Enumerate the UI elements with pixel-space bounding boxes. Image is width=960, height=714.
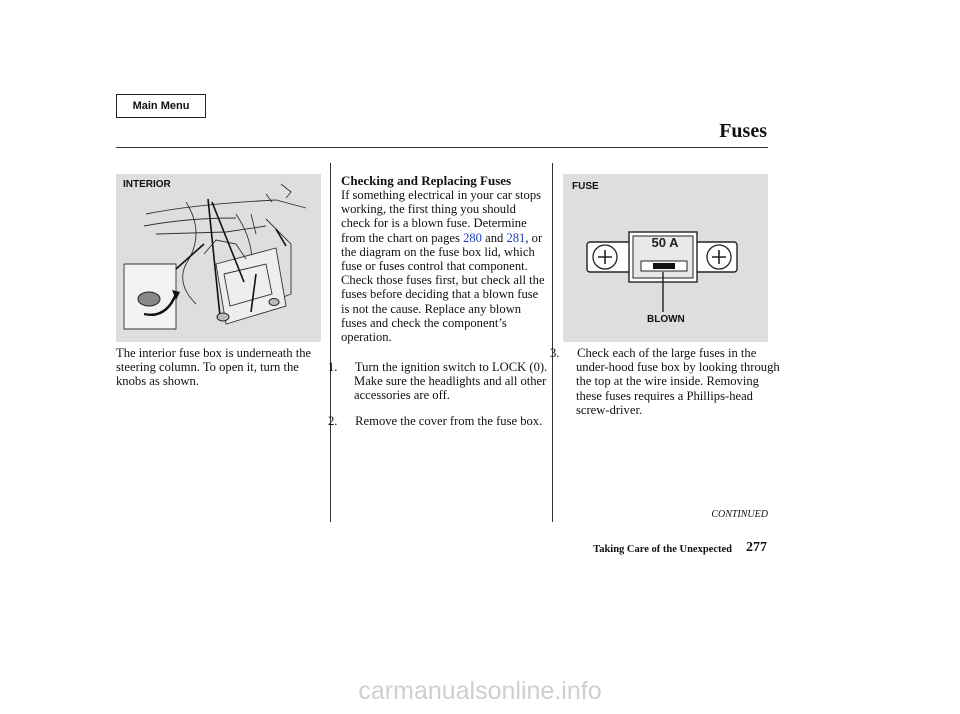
section-heading: Checking and Replacing Fuses [341,173,512,188]
step-2-number: 2. [328,414,338,428]
continued-label: CONTINUED [711,509,768,520]
intro-paragraph [341,188,547,344]
step-3-text: Check each of the large fuses in the under-hood fuse box by looking through the top at the wire inside. Removing these fuses requires a Phillips-head screw-driver. [576,346,780,417]
and-text: and [485,230,504,245]
interior-fuse-box-figure [116,174,321,342]
step-1 [328,360,560,403]
intro-text-b: , or the diagram on the fuse box lid, which fuse or fuses control that component. Check those fuses first, but check all the fuses before deciding that a blown fuse is not the cause. Replace any blown fuses and check the component’s operation. [341,230,545,345]
main-menu-button[interactable]: Main Menu [116,94,206,118]
page-link-280[interactable]: 280 [463,230,482,245]
fuse-figure [563,174,768,342]
header-rule [116,147,768,148]
step-2 [328,414,560,428]
watermark: carmanualsonline.info [358,677,602,705]
blown-label: BLOWN [647,314,685,325]
step-3-number: 3. [550,346,560,360]
step-1-text: Turn the ignition switch to LOCK (0). Make sure the headlights and all other accessories are off. [354,360,548,403]
step-1-number: 1. [328,360,338,374]
column-divider-2 [552,163,553,522]
interior-label: INTERIOR [123,179,171,190]
fuse-label: FUSE [572,181,599,192]
fuse-rating: 50 A [651,235,679,250]
step-3 [550,346,782,417]
page-number: 277 [746,540,767,555]
interior-illustration [116,174,321,342]
interior-fuse-box-text: The interior fuse box is underneath the steering column. To open it, turn the knobs as shown. [116,346,312,389]
intro-text-a: If something electrical in your car stops working, the first thing you should check for is a blown fuse. Determine from the chart on pages [341,188,542,245]
column-divider-1 [330,163,331,522]
footer-section-title: Taking Care of the Unexpected [593,544,732,555]
page-link-281[interactable]: 281 [506,230,526,245]
page-title: Fuses [719,120,767,142]
step-2-text: Remove the cover from the fuse box. [355,414,543,428]
